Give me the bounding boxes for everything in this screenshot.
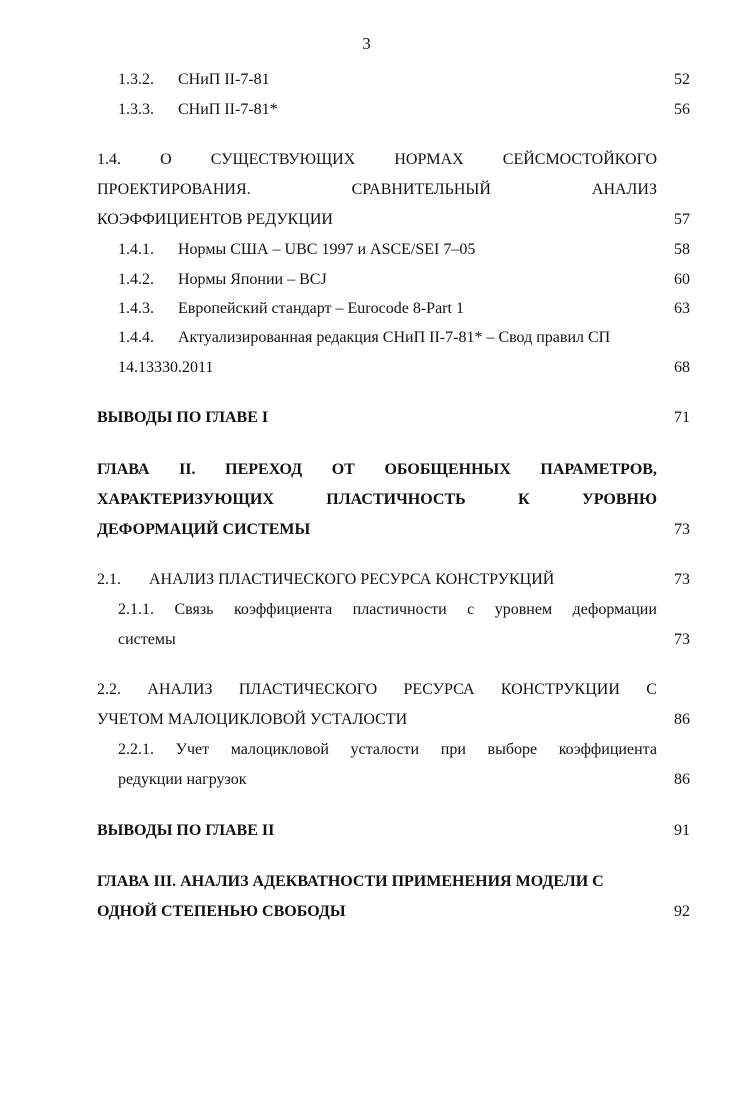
toc-entry-title: Нормы США – UBC 1997 и ASCE/SEI 7–05 bbox=[178, 241, 476, 258]
toc-word: О bbox=[160, 151, 172, 168]
toc-chapter-2-line3[interactable]: ДЕФОРМАЦИЙ СИСТЕМЫ bbox=[97, 521, 311, 538]
toc-chapter-3-line2[interactable]: ОДНОЙ СТЕПЕНЬЮ СВОБОДЫ bbox=[97, 903, 346, 920]
toc-entry-2-2-line1[interactable] bbox=[97, 680, 657, 700]
toc-conclusions-chapter-2[interactable]: ВЫВОДЫ ПО ГЛАВЕ II bbox=[97, 822, 275, 839]
toc-page-2-1-1: 73 bbox=[674, 631, 690, 648]
toc-word: ХАРАКТЕРИЗУЮЩИХ bbox=[97, 491, 274, 508]
toc-entry-2-1-1-line1[interactable] bbox=[118, 600, 657, 620]
toc-entry-title: АНАЛИЗ ПЛАСТИЧЕСКОГО РЕСУРСА КОНСТРУКЦИЙ bbox=[149, 571, 555, 588]
toc-entry-1-4-4-line2[interactable]: 14.13330.2011 bbox=[118, 359, 214, 376]
toc-chapter-2-line1[interactable] bbox=[97, 460, 657, 480]
toc-word: II. bbox=[179, 461, 196, 478]
toc-page-conclusions-1: 71 bbox=[674, 409, 690, 426]
toc-page-1-4-2: 60 bbox=[674, 271, 690, 288]
toc-word: ПЛАСТИЧНОСТЬ bbox=[326, 491, 466, 508]
toc-entry-number: 1.3.2. bbox=[118, 71, 154, 88]
toc-page-1-4-1: 58 bbox=[674, 241, 690, 258]
toc-word: 2.2. bbox=[97, 681, 121, 698]
toc-word: С bbox=[646, 681, 657, 698]
toc-word: Учет bbox=[175, 741, 210, 758]
toc-word: ОБОБЩЕННЫХ bbox=[384, 461, 511, 478]
toc-page-2-1: 73 bbox=[674, 571, 690, 588]
toc-word: ПЕРЕХОД bbox=[225, 461, 303, 478]
toc-entry-number: 1.3.3. bbox=[118, 101, 154, 118]
toc-word: 1.4. bbox=[97, 151, 121, 168]
toc-page-2-2: 86 bbox=[674, 711, 690, 728]
toc-word: ПЛАСТИЧЕСКОГО bbox=[238, 681, 378, 698]
toc-entry-title: Актуализированная редакция СНиП II-7-81* – Свод правил СП bbox=[178, 329, 611, 346]
toc-entry-number: 1.4.2. bbox=[118, 271, 154, 288]
toc-word: СЕЙСМОСТОЙКОГО bbox=[502, 151, 657, 168]
toc-word: ПАРАМЕТРОВ, bbox=[540, 461, 657, 478]
toc-page-chapter-3: 92 bbox=[674, 903, 690, 920]
toc-entry-number: 1.4.1. bbox=[118, 241, 154, 258]
toc-entry-title: Нормы Японии – BCJ bbox=[178, 271, 327, 288]
toc-word: НОРМАХ bbox=[394, 151, 464, 168]
toc-entry-2-2-1-line1[interactable] bbox=[118, 740, 657, 760]
toc-word: СУЩЕСТВУЮЩИХ bbox=[210, 151, 356, 168]
toc-entry-title: СНиП II-7-81 bbox=[178, 71, 270, 88]
toc-entry-2-2-1-line2[interactable]: редукции нагрузок bbox=[118, 771, 247, 788]
toc-word: СРАВНИТЕЛЬНЫЙ bbox=[351, 181, 491, 198]
toc-word: К bbox=[518, 491, 530, 508]
toc-page-1-4-4: 68 bbox=[674, 359, 690, 376]
toc-page-chapter-2: 73 bbox=[674, 521, 690, 538]
toc-entry-1-4-1[interactable] bbox=[118, 240, 475, 260]
toc-page-1-3-3: 56 bbox=[674, 101, 690, 118]
toc-entry-1-4-line2[interactable] bbox=[97, 180, 657, 200]
toc-entry-2-1-1-line2[interactable]: системы bbox=[118, 631, 176, 648]
toc-entry-2-2-line2[interactable]: УЧЕТОМ МАЛОЦИКЛОВОЙ УСТАЛОСТИ bbox=[97, 711, 408, 728]
toc-word: усталости bbox=[350, 741, 420, 758]
toc-word: ОТ bbox=[331, 461, 355, 478]
toc-entry-1-4-2[interactable] bbox=[118, 270, 327, 290]
toc-word: малоцикловой bbox=[230, 741, 329, 758]
toc-word: пластичности bbox=[352, 601, 447, 618]
toc-chapter-2-line2[interactable] bbox=[97, 490, 657, 510]
toc-word: коэффициента bbox=[233, 601, 333, 618]
toc-word: ПРОЕКТИРОВАНИЯ. bbox=[97, 181, 251, 198]
toc-entry-1-4-3[interactable] bbox=[118, 299, 464, 319]
toc-page-conclusions-2: 91 bbox=[674, 822, 690, 839]
toc-entry-number: 2.1.1. bbox=[118, 601, 154, 618]
toc-word: ГЛАВА bbox=[97, 461, 150, 478]
toc-word: уровнем bbox=[494, 601, 553, 618]
toc-entry-1-3-3[interactable] bbox=[118, 100, 278, 120]
toc-word: УРОВНЮ bbox=[581, 491, 657, 508]
toc-word: АНАЛИЗ bbox=[147, 681, 213, 698]
toc-word: Связь bbox=[174, 601, 214, 618]
toc-word: деформации bbox=[572, 601, 657, 618]
toc-word: АНАЛИЗ bbox=[591, 181, 657, 198]
toc-page-1-4: 57 bbox=[674, 211, 690, 228]
toc-word: с bbox=[467, 601, 475, 618]
toc-entry-title: СНиП II-7-81* bbox=[178, 101, 278, 118]
toc-entry-number: 1.4.4. bbox=[118, 329, 154, 346]
toc-entry-1-4-line3[interactable]: КОЭФФИЦИЕНТОВ РЕДУКЦИИ bbox=[97, 211, 333, 228]
toc-word: выборе bbox=[487, 741, 538, 758]
toc-chapter-3-line1[interactable]: ГЛАВА III. АНАЛИЗ АДЕКВАТНОСТИ ПРИМЕНЕНИЯ МОДЕЛИ С bbox=[97, 873, 604, 890]
toc-word: коэффициента bbox=[558, 741, 657, 758]
toc-page-1-4-3: 63 bbox=[674, 300, 690, 317]
toc-page-2-2-1: 86 bbox=[674, 771, 690, 788]
toc-word: РЕСУРСА bbox=[403, 681, 475, 698]
toc-conclusions-chapter-1[interactable]: ВЫВОДЫ ПО ГЛАВЕ I bbox=[97, 409, 269, 426]
toc-entry-1-4-4-line1[interactable] bbox=[118, 328, 610, 348]
toc-entry-1-4-line1[interactable] bbox=[97, 150, 657, 170]
toc-page-1-3-2: 52 bbox=[674, 71, 690, 88]
toc-entry-title: Европейский стандарт – Eurocode 8-Part 1 bbox=[178, 300, 464, 317]
toc-entry-number: 1.4.3. bbox=[118, 300, 154, 317]
toc-entry-number: 2.2.1. bbox=[118, 741, 154, 758]
page-number: 3 bbox=[362, 34, 371, 53]
toc-word: КОНСТРУКЦИИ bbox=[500, 681, 620, 698]
toc-word: при bbox=[440, 741, 466, 758]
toc-entry-1-3-2[interactable] bbox=[118, 70, 270, 90]
toc-entry-2-1[interactable] bbox=[97, 570, 554, 590]
toc-entry-number: 2.1. bbox=[97, 571, 121, 588]
